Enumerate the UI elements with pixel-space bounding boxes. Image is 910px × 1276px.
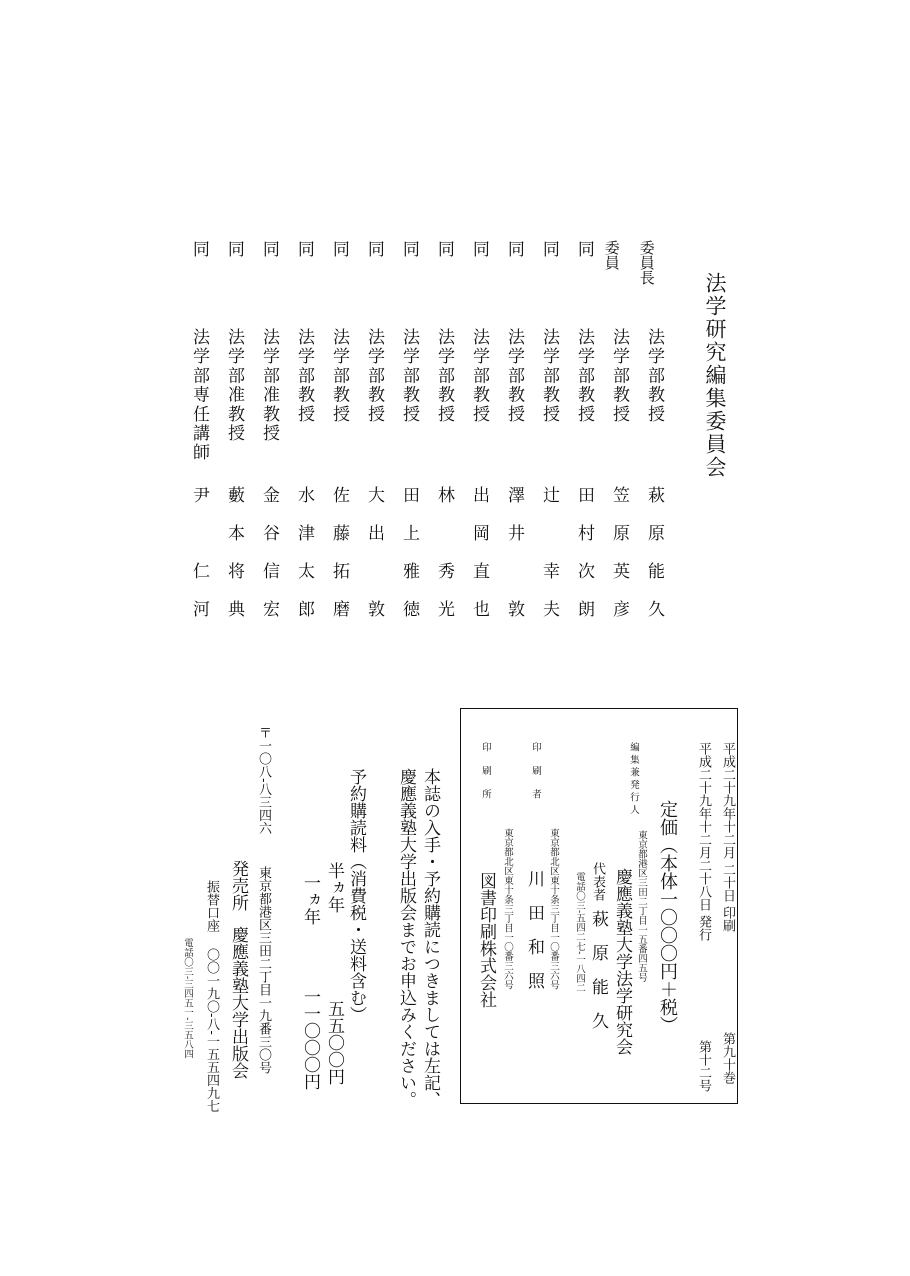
member-role: 同 [468, 240, 489, 257]
member-position: 法学部准教授 [224, 328, 244, 444]
member-name-char: 光 [434, 600, 454, 617]
price-label: 定価（本体一〇〇〇円＋税） [657, 800, 678, 1034]
half-year-price: 五五〇〇円 [324, 1000, 344, 1085]
member-name-char: 水 [294, 486, 314, 503]
print-shop-name: 図書印刷株式会社 [476, 872, 496, 1008]
member-name-char: 岡 [469, 524, 489, 541]
member-name-char: 拓 [329, 562, 349, 579]
member-name-char: 本 [224, 524, 244, 541]
member-name-char: 井 [504, 524, 524, 541]
editor-address: 東京都港区三田二丁目一五番四五号 [636, 830, 647, 982]
member-name-char: 朗 [574, 600, 594, 617]
member-name-char: 幸 [539, 562, 559, 579]
member-name-char: 次 [574, 562, 594, 579]
representative-name: 萩 原 能 久 [588, 910, 608, 1029]
member-name-char: 藤 [329, 524, 349, 541]
member-role: 同 [398, 240, 419, 257]
member-name-char: 郎 [294, 600, 314, 617]
member-name-char: 英 [609, 562, 629, 579]
publisher-label: 発売所 [228, 860, 248, 911]
member-position: 法学部専任講師 [189, 328, 209, 463]
member-name-char: 津 [294, 524, 314, 541]
member-name-char: 彦 [609, 600, 629, 617]
member-name-char: 河 [189, 600, 209, 617]
member-name-char: 金 [259, 486, 279, 503]
member-name-char: 徳 [399, 600, 419, 617]
representative-label: 代表者 [590, 862, 605, 901]
member-position: 法学部教授 [644, 328, 664, 424]
member-name-char: 笠 [609, 486, 629, 503]
printer-name: 川 田 和 照 [524, 870, 544, 989]
member-position: 法学部教授 [434, 328, 454, 424]
member-name-char: 原 [644, 524, 664, 541]
print-date: 平成二十九年十二月 二十日 印刷 [720, 742, 735, 933]
member-role: 同 [573, 240, 594, 257]
member-name-char: 林 [434, 486, 454, 503]
member-name-char: 能 [644, 562, 664, 579]
transfer-label: 振替口座 [204, 880, 219, 932]
member-name-char: 久 [644, 600, 664, 617]
member-role: 同 [293, 240, 314, 257]
member-role: 委員長 [637, 240, 656, 285]
member-name-char: 将 [224, 562, 244, 579]
member-position: 法学部准教授 [259, 328, 279, 444]
member-position: 法学部教授 [574, 328, 594, 424]
member-position: 法学部教授 [329, 328, 349, 424]
member-name-char: 田 [399, 486, 419, 503]
member-name-char: 村 [574, 524, 594, 541]
member-name-char: 宏 [259, 600, 279, 617]
member-role: 同 [503, 240, 524, 257]
member-position: 法学部教授 [609, 328, 629, 424]
half-year-label: 半ヵ年 [324, 862, 344, 913]
member-name-char: 萩 [644, 486, 664, 503]
member-name-char: 夫 [539, 600, 559, 617]
member-position: 法学部教授 [504, 328, 524, 424]
member-role: 同 [363, 240, 384, 257]
member-name-char: 也 [469, 600, 489, 617]
editor-phone: 電話〇三‐五四二七‐一八四二 [574, 872, 585, 993]
member-name-char: 敦 [364, 600, 384, 617]
publisher-name: 慶應義塾大学出版会 [228, 926, 248, 1079]
publisher-phone: 電話〇三‐三四五一‐三五八四 [182, 938, 193, 1059]
member-name-char: 尹 [189, 486, 209, 503]
full-year-price: 一一〇〇〇円 [300, 988, 320, 1090]
member-name-char: 出 [469, 486, 489, 503]
committee-title: 法学研究編集委員会 [703, 272, 727, 479]
editor-org: 慶應義塾大学法学研究会 [612, 868, 632, 1055]
member-name-char: 雅 [399, 562, 419, 579]
member-position: 法学部教授 [399, 328, 419, 424]
transfer-number: 〇〇一九〇‐八‐一五五四九七 [204, 948, 219, 1113]
member-name-char: 太 [294, 562, 314, 579]
member-role: 委員 [602, 240, 621, 270]
member-name-char: 藪 [224, 486, 244, 503]
member-name-char: 出 [364, 524, 384, 541]
member-name-char: 磨 [329, 600, 349, 617]
member-role: 同 [223, 240, 244, 257]
member-name-char: 直 [469, 562, 489, 579]
member-role: 同 [433, 240, 454, 257]
member-name-char: 大 [364, 486, 384, 503]
subscription-notice-line2: 慶應義塾大学出版会までお申込みください。 [396, 768, 416, 1108]
print-shop-address: 東京都北区東十条三丁目一〇番三六号 [502, 828, 513, 990]
member-position: 法学部教授 [469, 328, 489, 424]
member-name-char: 信 [259, 562, 279, 579]
issue-label: 第十二号 [696, 1040, 711, 1092]
print-shop-label: 印刷所 [480, 742, 491, 813]
member-position: 法学部教授 [539, 328, 559, 424]
full-year-label: 一ヵ年 [300, 874, 320, 925]
member-name-char: 秀 [434, 562, 454, 579]
subscription-notice-line1: 本誌の入手・予約購読につきましては左記、 [420, 768, 440, 1108]
member-name-char: 敦 [504, 600, 524, 617]
member-name-char: 田 [574, 486, 594, 503]
member-name-char: 上 [399, 524, 419, 541]
member-name-char: 仁 [189, 562, 209, 579]
member-role: 同 [538, 240, 559, 257]
editor-label: 編集兼発行人 [628, 742, 639, 817]
member-name-char: 澤 [504, 486, 524, 503]
member-role: 同 [188, 240, 209, 257]
publisher-postal: 〒一〇八‐八三四六 [256, 726, 271, 835]
member-name-char: 谷 [259, 524, 279, 541]
member-name-char: 佐 [329, 486, 349, 503]
member-name-char: 典 [224, 600, 244, 617]
member-position: 法学部教授 [294, 328, 314, 424]
member-name-char: 辻 [539, 486, 559, 503]
member-position: 法学部教授 [364, 328, 384, 424]
publish-date: 平成二十九年十二月二十八日 発行 [696, 742, 711, 942]
member-role: 同 [328, 240, 349, 257]
printer-label: 印刷者 [530, 742, 541, 813]
member-name-char: 原 [609, 524, 629, 541]
member-role: 同 [258, 240, 279, 257]
publisher-address: 東京都港区三田二丁目一九番三〇号 [256, 866, 271, 1074]
volume-label: 第九十巻 [720, 1032, 735, 1084]
fee-heading: 予約購読料（消費税・送料含む） [346, 768, 366, 1023]
printer-address: 東京都北区東十条三丁目一〇番三六号 [548, 828, 559, 990]
